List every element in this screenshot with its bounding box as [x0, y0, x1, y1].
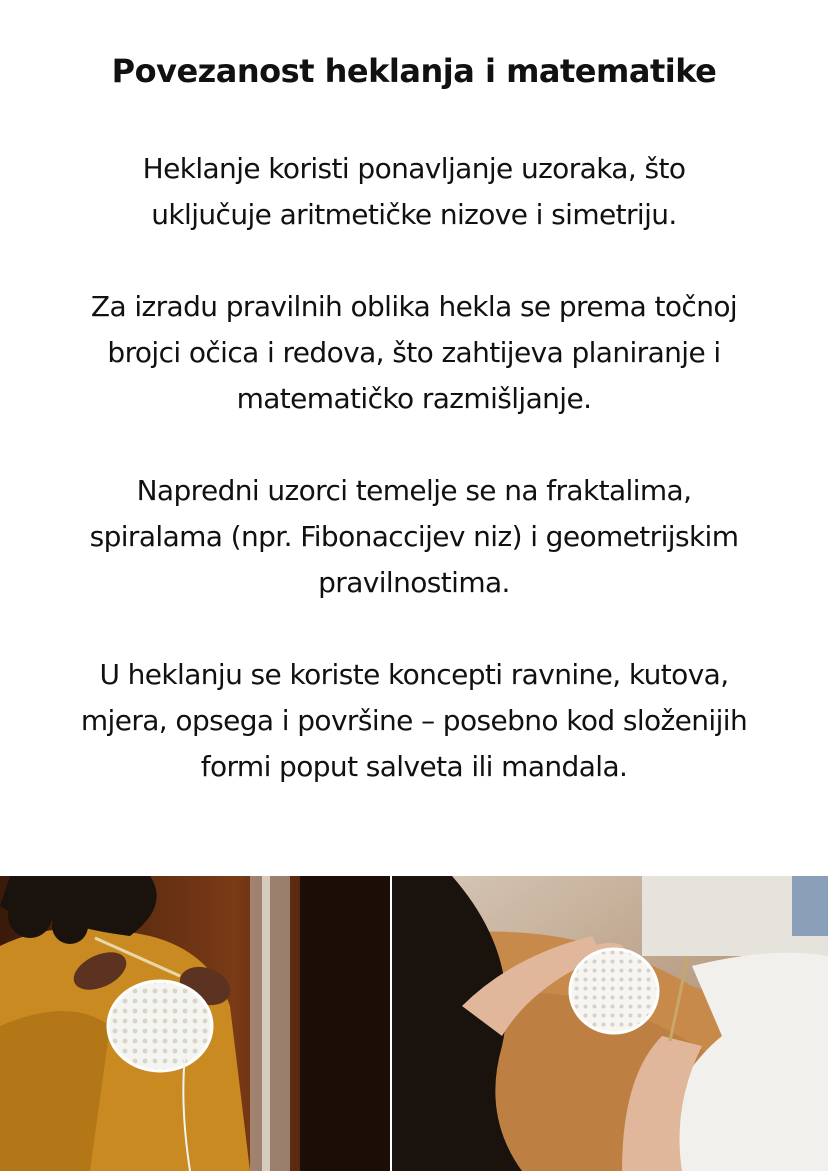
photo-hands-holding-crochet-circle [392, 876, 828, 1171]
page-title: Povezanost heklanja i matematike [111, 52, 717, 90]
photo-woman-crocheting-yellow-sweater [0, 876, 390, 1171]
photo-strip [0, 876, 828, 1171]
paragraph-1: Heklanje koristi ponavljanje uzoraka, što uključuje aritmetičke nizove i simetriju. [142, 152, 686, 231]
text-body [80, 146, 748, 836]
paragraph-4: U heklanju se koriste koncepti ravnine, kutova, mjera, opsega i površine – posebno kod složenijih formi poput salveta ili mandala. [80, 658, 748, 783]
paragraph-3: Napredni uzorci temelje se na fraktalima, spiralama (npr. Fibonaccijev niz) i geometrijskim pravilnostima. [89, 474, 739, 599]
paragraph-2: Za izradu pravilnih oblika hekla se prema točnoj brojci očica i redova, što zahtijeva planiranje i matematičko razmišljanje. [90, 290, 738, 415]
